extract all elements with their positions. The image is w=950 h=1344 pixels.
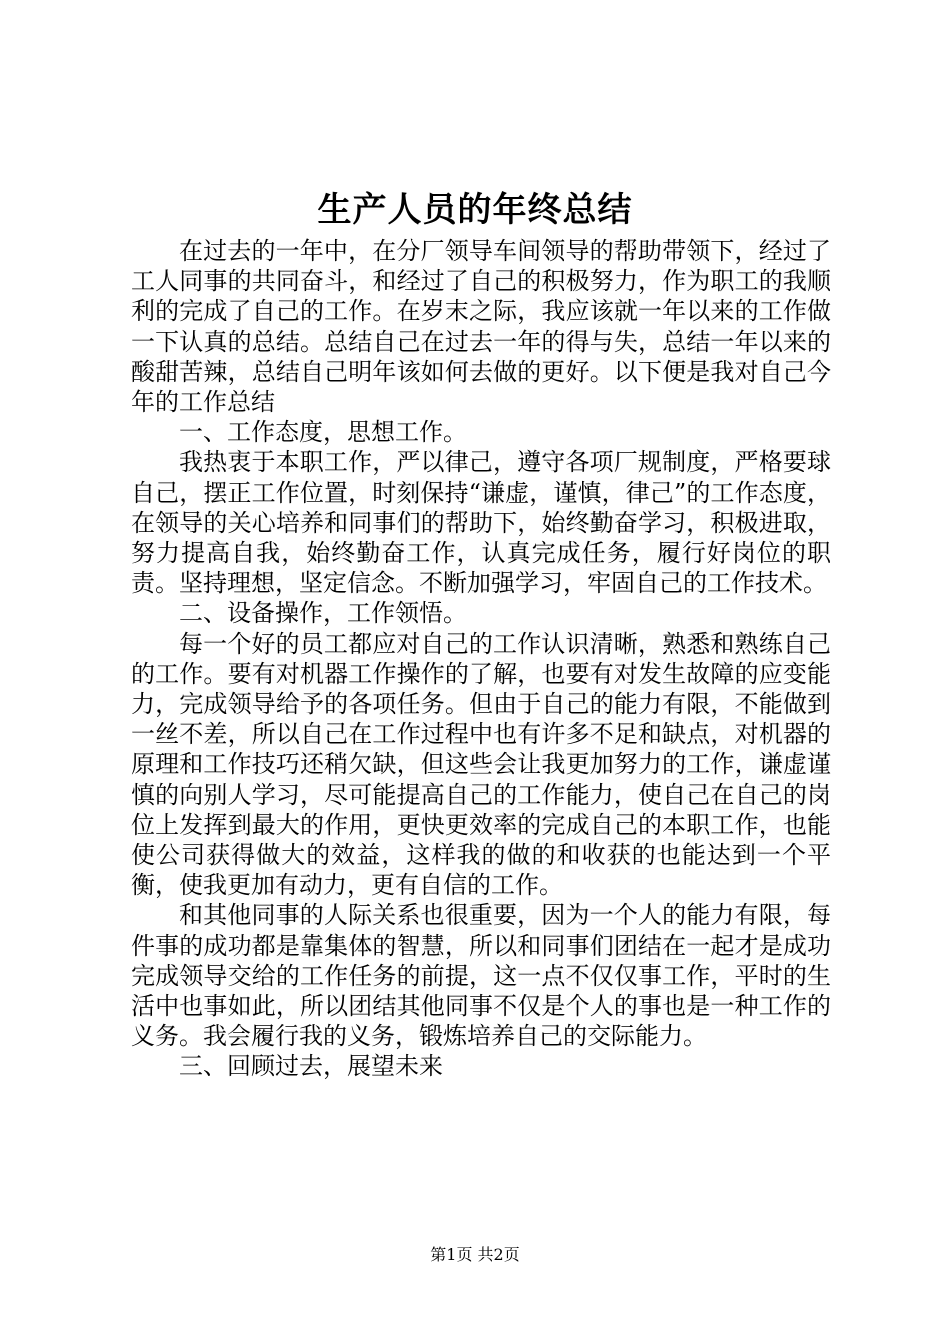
document-title: 生产人员的年终总结 <box>317 190 633 230</box>
document-body <box>131 236 831 1082</box>
paragraph-intro: 在过去的一年中，在分厂领导车间领导的帮助带领下，经过了工人同事的共同奋斗，和经过了自己的积极努力，作为职工的我顺利的完成了自己的工作。在岁末之际，我应该就一年以来的工作做一下认真的总结。总结自己在过去一年的得与失，总结一年以来的酸甜苦辣，总结自己明年该如何去做的更好。以下便是我对自己今年的工作总结 <box>131 237 831 417</box>
paragraph-attitude: 我热衷于本职工作，严以律己，遵守各项厂规制度，严格要球自己，摆正工作位置，时刻保持“谦虚，谨慎，律己”的工作态度，在领导的关心培养和同事们的帮助下，始终勤奋学习，积极进取，努力提高自我，始终勤奋工作，认真完成任务，履行好岗位的职责。坚持理想，坚定信念。不断加强学习，牢固自己的工作技术。 <box>131 448 831 598</box>
paragraph-relations: 和其他同事的人际关系也很重要，因为一个人的能力有限，每件事的成功都是靠集体的智慧，所以和同事们团结在一起才是成功完成领导交给的工作任务的前提，这一点不仅仅事工作，平时的生活中也事如此，所以团结其他同事不仅是个人的事也是一种工作的义务。我会履行我的义务，锻炼培养自己的交际能力。 <box>131 901 831 1051</box>
section-heading-2: 二、设备操作，工作领悟。 <box>179 599 467 628</box>
section-heading-3: 三、回顾过去，展望未来 <box>179 1052 443 1081</box>
paragraph-operation: 每一个好的员工都应对自己的工作认识清晰，熟悉和熟练自己的工作。要有对机器工作操作的了解，也要有对发生故障的应变能力，完成领导给予的各项任务。但由于自己的能力有限，不能做到一丝不差，所以自己在工作过程中也有许多不足和缺点，对机器的原理和工作技巧还稍欠缺，但这些会让我更加努力的工作，谦虚谨慎的向别人学习，尽可能提高自己的工作能力，使自己在自己的岗位上发挥到最大的作用，更快更效率的完成自己的本职工作，也能使公司获得做大的效益，这样我的做的和收获的也能达到一个平衡，使我更加有动力，更有自信的工作。 <box>131 629 831 900</box>
page-number-footer: 第1页 共2页 <box>430 1245 520 1264</box>
section-heading-1: 一、工作态度，思想工作。 <box>179 418 467 447</box>
